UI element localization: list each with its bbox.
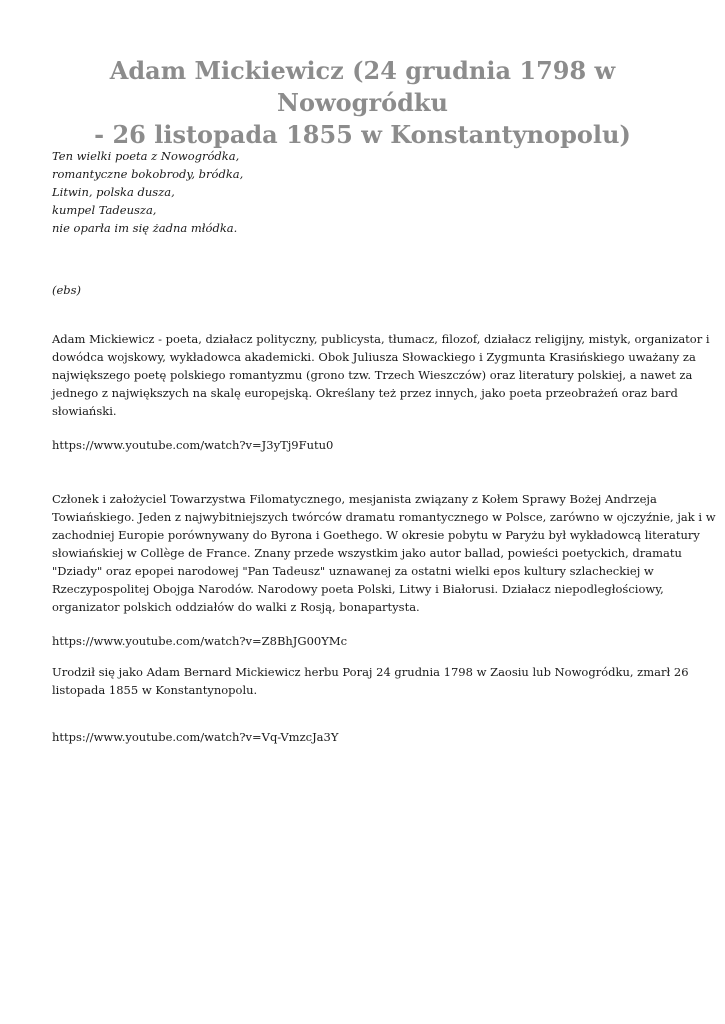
paragraph-line: największego poetę polskiego romantyzmu (grono tzw. Trzech Wieszczów) oraz literatury polskiej, a nawet za: [52, 368, 693, 382]
poem-line: Litwin, polska dusza,: [52, 185, 175, 199]
youtube-link-1[interactable]: https://www.youtube.com/watch?v=J3yTj9Futu0: [52, 438, 334, 452]
paragraph-line: Adam Mickiewicz - poeta, działacz polityczny, publicysta, tłumacz, filozof, działacz religijny, mistyk, organizator i: [52, 332, 710, 346]
paragraph-line: słowiański.: [52, 404, 117, 418]
poem-line: kumpel Tadeusza,: [52, 203, 157, 217]
paragraph-line: Członek i założyciel Towarzystwa Filomatycznego, mesjanista związany z Kołem Sprawy Bożej Andrzeja: [52, 492, 657, 506]
title-line-2: - 26 listopada 1855 w Konstantynopolu): [94, 120, 631, 149]
paragraph-line: Urodził się jako Adam Bernard Mickiewicz herbu Poraj 24 grudnia 1798 w Zaosiu lub Nowogródku, zmarł 26: [52, 665, 689, 679]
paragraph-biography: [52, 490, 716, 616]
paragraph-line: Towiańskiego. Jeden z najwybitniejszych twórców dramatu romantycznego w Polsce, zarówno w ojczyźnie, jak i w: [52, 510, 716, 524]
paragraph-line: listopada 1855 w Konstantynopolu.: [52, 683, 258, 697]
page-title: [40, 55, 685, 151]
youtube-link-3[interactable]: https://www.youtube.com/watch?v=Vq-VmzcJa3Y: [52, 730, 339, 744]
poem-line: nie oparła im się żadna młódka.: [52, 221, 238, 235]
paragraph-line: "Dziady" oraz epopei narodowej "Pan Tadeusz" uznawanej za ostatni wielki epos kultury szlacheckiej w: [52, 564, 654, 578]
paragraph-line: zachodniej Europie porównywany do Byrona i Goethego. W okresie pobytu w Paryżu był wykładowcą literatury: [52, 528, 700, 542]
poem-line: Ten wielki poeta z Nowogródka,: [52, 149, 240, 163]
youtube-link-2[interactable]: https://www.youtube.com/watch?v=Z8BhJG00YMc: [52, 634, 348, 648]
paragraph-intro: [52, 330, 710, 420]
poem-line: romantyczne bokobrody, bródka,: [52, 167, 244, 181]
title-line-1: Adam Mickiewicz (24 grudnia 1798 w Nowogródku: [109, 56, 616, 117]
paragraph-line: Rzeczypospolitej Obojga Narodów. Narodowy poeta Polski, Litwy i Białorusi. Działacz niepodległościowy,: [52, 582, 664, 596]
paragraph-line: słowiańskiej w Collège de France. Znany przede wszystkim jako autor ballad, powieści poetyckich, dramatu: [52, 546, 682, 560]
poem-signature: (ebs): [52, 283, 82, 297]
poem: [52, 147, 672, 237]
paragraph-line: jednego z największych na skalę europejską. Określany też przez innych, jako poeta przeobrażeń oraz bard: [52, 386, 678, 400]
paragraph-birth: [52, 663, 689, 699]
paragraph-line: organizator polskich oddziałów do walki z Rosją, bonapartysta.: [52, 600, 420, 614]
paragraph-line: dowódca wojskowy, wykładowca akademicki. Obok Juliusza Słowackiego i Zygmunta Krasińskiego uważany za: [52, 350, 696, 364]
